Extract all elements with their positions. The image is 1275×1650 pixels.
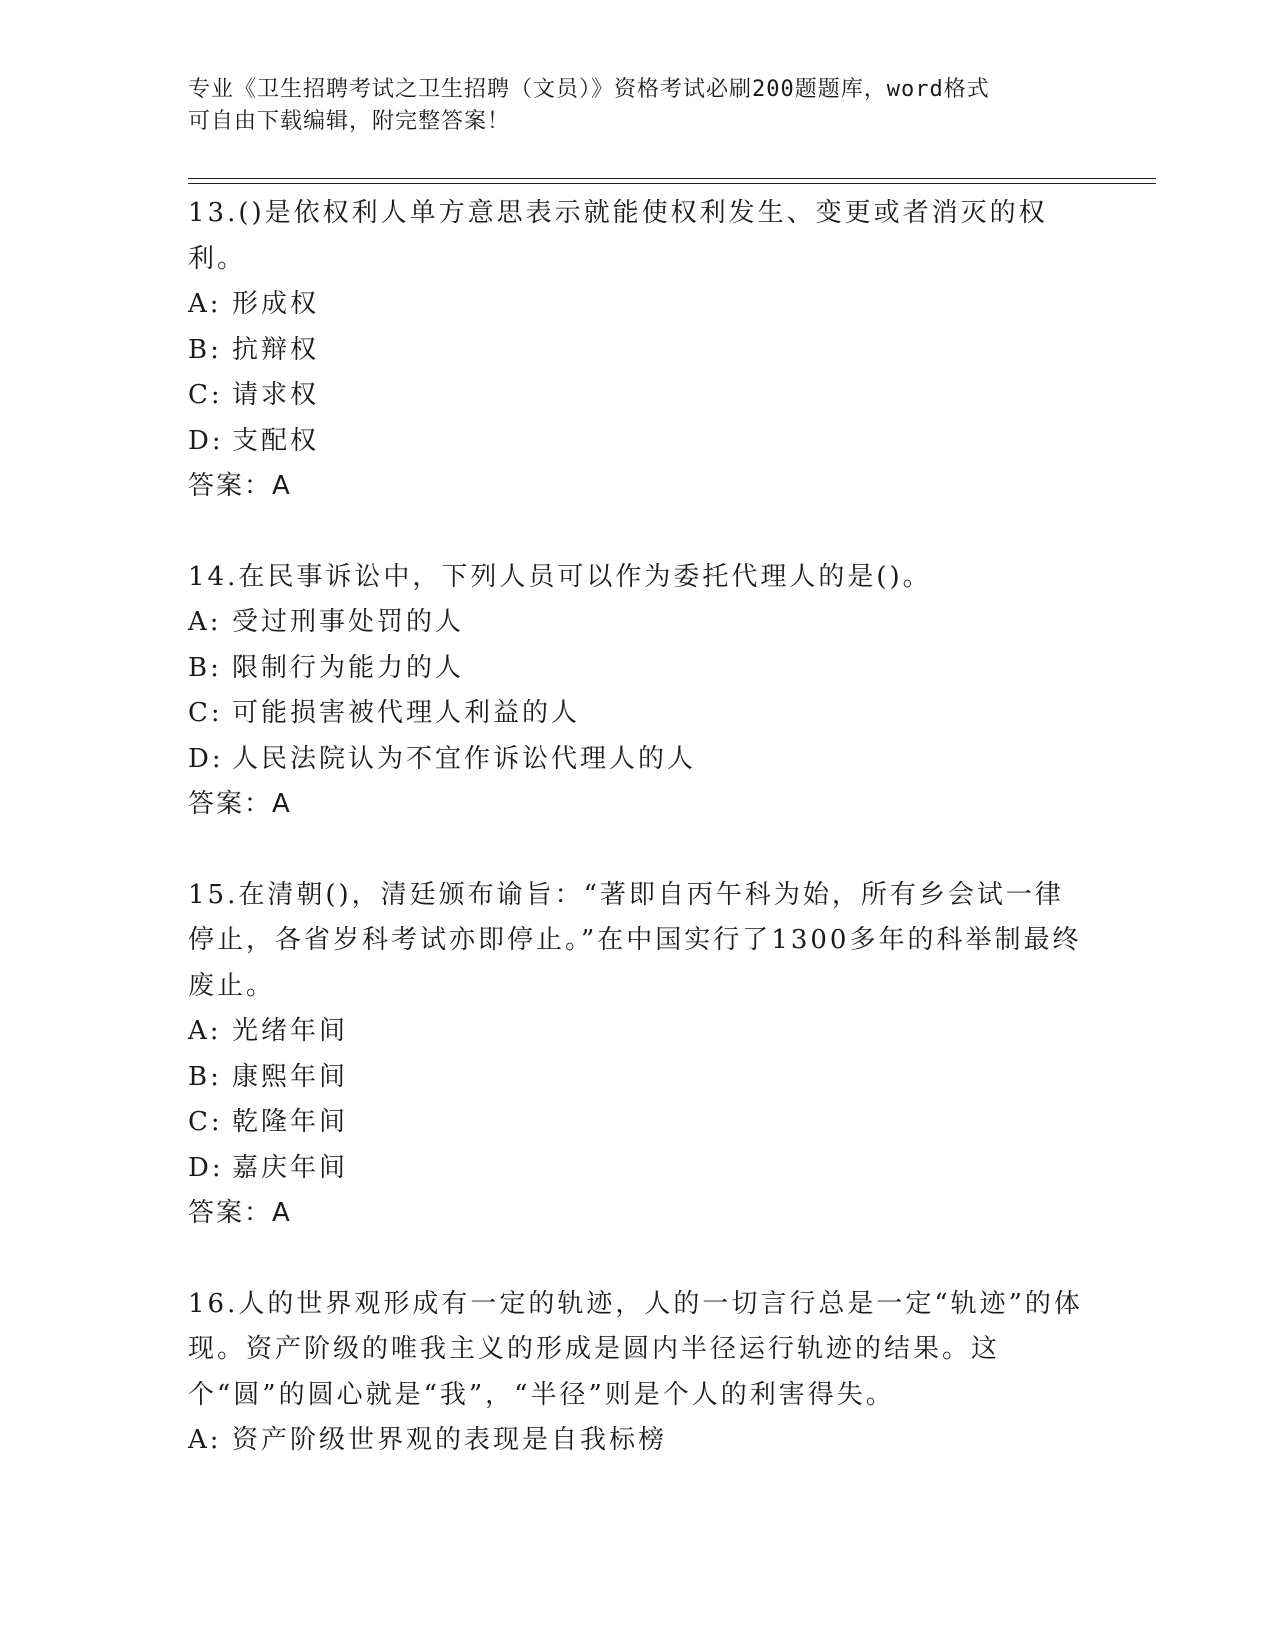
question-14	[188, 555, 1088, 828]
option-a	[188, 1009, 1088, 1055]
option-d	[188, 1146, 1088, 1192]
option-text: 可能损害被代理人利益的人	[232, 698, 581, 728]
document-header	[188, 74, 1068, 138]
option-a	[188, 282, 1088, 328]
option-text: 嘉庆年间	[232, 1152, 349, 1183]
option-text: 支配权	[232, 425, 320, 456]
option-d	[188, 737, 1088, 783]
option-key: D:	[188, 1152, 224, 1183]
option-text: 资产阶级世界观的表现是自我标榜	[232, 1425, 668, 1455]
header-divider-top	[188, 178, 1156, 179]
option-text: 抗辩权	[232, 334, 320, 365]
option-key: C:	[188, 380, 223, 410]
option-b	[188, 328, 1088, 374]
option-key: D:	[188, 743, 224, 774]
option-text: 乾隆年间	[232, 1107, 349, 1137]
option-text: 形成权	[232, 289, 320, 319]
option-d	[188, 419, 1088, 465]
option-key: D:	[188, 425, 224, 456]
question-stem: 13.()是依权利人单方意思表示就能使权利发生、变更或者消灭的权利。	[188, 198, 1048, 274]
option-text: 受过刑事处罚的人	[232, 607, 465, 637]
answer-line: 答案：A	[188, 471, 292, 501]
option-key: B:	[188, 334, 222, 365]
option-key: A:	[188, 1425, 222, 1455]
option-key: A:	[188, 1016, 222, 1046]
option-text: 康熙年间	[232, 1061, 349, 1092]
question-15	[188, 873, 1088, 1237]
question-16	[188, 1282, 1088, 1464]
question-stem: 16.人的世界观形成有一定的轨迹，人的一切言行总是一定“轨迹”的体现。资产阶级的唯我主义的形成是圆内半径运行轨迹的结果。这个“圆”的圆心就是“我”，“半径”则是个人的利害得失。	[188, 1288, 1083, 1410]
spacer	[188, 1237, 1088, 1282]
option-a	[188, 1418, 1088, 1464]
option-key: B:	[188, 1061, 222, 1092]
option-text: 限制行为能力的人	[232, 652, 465, 683]
option-key: C:	[188, 698, 223, 728]
option-text: 人民法院认为不宜作诉讼代理人的人	[232, 743, 697, 774]
option-key: B:	[188, 652, 222, 683]
answer-line: 答案：A	[188, 789, 292, 819]
option-c	[188, 1100, 1088, 1146]
header-line-2: 可自由下载编辑，附完整答案！	[188, 109, 511, 134]
question-list	[188, 191, 1088, 1464]
option-c	[188, 691, 1088, 737]
option-text: 光绪年间	[232, 1016, 349, 1046]
option-key: A:	[188, 607, 222, 637]
header-line-1: 专业《卫生招聘考试之卫生招聘（文员）》资格考试必刷200题题库，word格式	[188, 77, 990, 102]
option-key: A:	[188, 289, 222, 319]
header-divider-bottom	[188, 183, 1156, 184]
option-key: C:	[188, 1107, 223, 1137]
option-b	[188, 1055, 1088, 1101]
option-a	[188, 600, 1088, 646]
spacer	[188, 510, 1088, 555]
question-13	[188, 191, 1088, 510]
option-b	[188, 646, 1088, 692]
question-stem: 14.在民事诉讼中，下列人员可以作为委托代理人的是()。	[188, 561, 932, 592]
answer-line: 答案：A	[188, 1198, 292, 1228]
question-stem: 15.在清朝()，清廷颁布谕旨：“著即自丙午科为始，所有乡会试一律停止，各省岁科考试亦即停止。”在中国实行了1300多年的科举制最终废止。	[188, 879, 1082, 1001]
spacer	[188, 828, 1088, 873]
option-text: 请求权	[232, 380, 320, 410]
option-c	[188, 373, 1088, 419]
